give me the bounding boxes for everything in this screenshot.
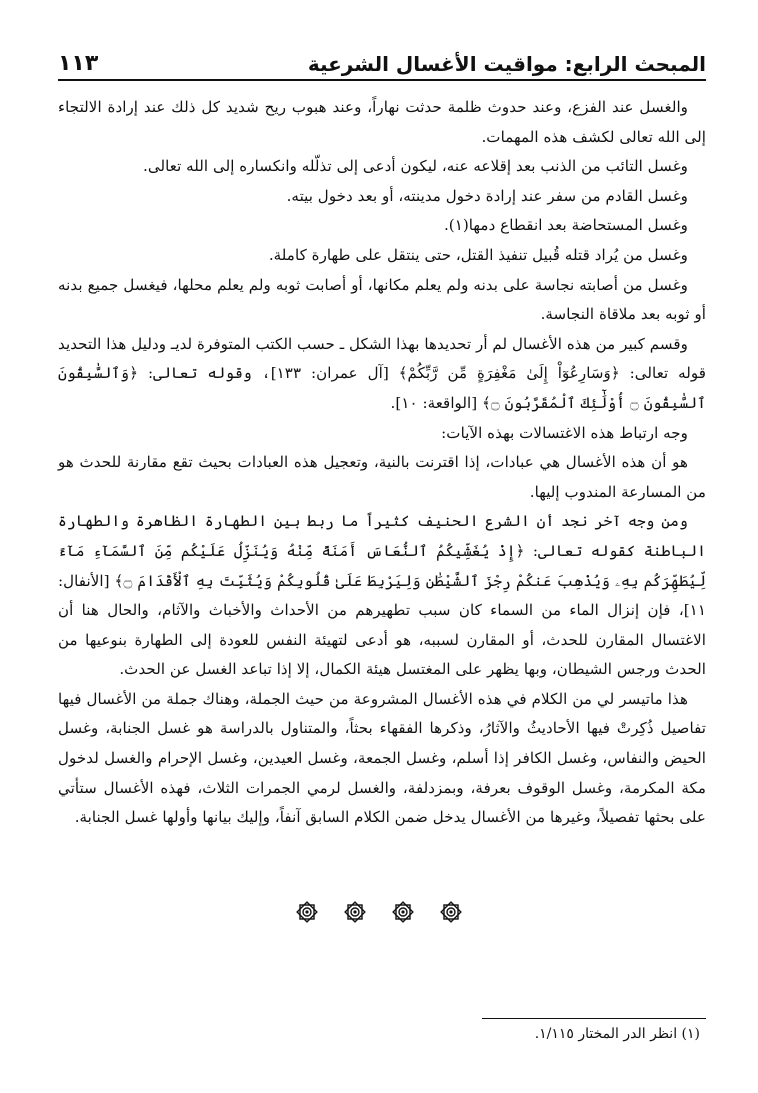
paragraph: وغسل المستحاضة بعد انقطاع دمها(١). [443,216,688,235]
paragraph: وغسل من يُراد قتله قُبيل تنفيذ القتل، حتى ينتقل على طهارة كاملة. [268,245,688,264]
paragraph: وغسل التائب من الذنب بعد إقلاعه عنه، ليكون أدعى إلى تذلّله وانكساره إلى الله تعالى. [143,157,688,176]
ornament-icon [439,900,463,924]
section-end-ornaments [0,900,758,924]
paragraph: وغسل القادم من سفر عند إرادة دخول مدينته، أو بعد دخول بيته. [286,186,688,205]
ornament-icon [343,900,367,924]
paragraph: هذا ماتيسر لي من الكلام في هذه الأغسال المشروعة من حيث الجملة، وهناك جملة من الأغسال فيها تفاصيل ذُكِرتْ فيها الأحاديثُ والآثارُ، وذكرها الفقهاء بحثاً، والمتناول بالدراسة هو غسل الجنابة، وغسل الحيض والنفاس، وغسل الكافر إذا أسلم، وغسل الجمعة، وغسل العيدين، وغسل الإحرام والغسل لدخول مكة المكرمة، وغسل الوقوف بعرفة، وبمزدلفة، والغسل لرمي الجمرات الثلاث، فهذه الأغسال ستأتي على بحثها تفصيلاً، وغيرها من الأغسال يدخل ضمن الكلام السابق آنفاً، وإليك بيانها وأولها غسل الجنابة. [58,689,706,827]
page-number: ١١٣ [58,51,99,76]
paragraph: وقسم كبير من هذه الأغسال لم أر تحديدها بهذا الشكل ـ حسب الكتب المتوفرة لديـ ودليل هذا التحديد قوله تعالى: ﴿وَسَارِعُوٓاْ إِلَىٰ مَغْفِرَةٍ مِّن رَّبِّكُمْ﴾ [آل عمران: ١٣٣]، وقوله تعالى: ﴿وَٱلسَّٰبِقُونَ ٱلسَّٰبِقُونَ ۝ أُوْلَٰٓئِكَ ٱلْمُقَرَّبُونَ ۝﴾ [الواقعة: ١٠]. [58,334,706,412]
chapter-title: المبحث الرابع: مواقيت الأغسال الشرعية [307,52,706,76]
paragraph: والغسل عند الفزع، وعند حدوث ظلمة حدثت نهاراً، وعند هبوب ريح شديد كل ذلك عند إرادة الالتجاء إلى الله تعالى لكشف هذه المهمات. [58,98,706,146]
footnote: (١) انظر الدر المختار ١/١١٥. [534,1026,700,1042]
paragraph: وجه ارتباط هذه الاغتسالات بهذه الآيات: [441,423,688,442]
page-header [58,40,706,81]
paragraph: ومن وجه آخر نجد أن الشرع الحنيف كثيراً ما ربط بين الطهارة الظاهرة والطهارة الباطنة كقوله تعالى: ﴿إِذْ يُغَشِّيكُمُ ٱلنُّعَاسَ أَمَنَةً مِّنْهُ وَيُنَزِّلُ عَلَيْكُم مِّنَ ٱلسَّمَآءِ مَآءً لِّيُطَهِّرَكُم بِهِۦ وَيُذْهِبَ عَنكُمْ رِجْزَ ٱلشَّيْطَٰنِ وَلِيَرْبِطَ عَلَىٰ قُلُوبِكُمْ وَيُثَبِّتَ بِهِ ٱلْأَقْدَامَ ۝﴾ [الأنفال: ١١]، فإن إنزال الماء من السماء كان سبب تطهيرهم من الأحداث والأخباث والآثام، والحال هنا أن الاغتسال المقارن للحدث، أو المقارن لسببه، هو أدعى لتهيئة النفس للعودة إلى الطهارة بنوعيها من الحدث ورجس الشيطان، وبها يظهر على المغتسل هيئة الكمال، إلا إذا تباعد الغسل عن الحدث. [58,512,706,679]
paragraph: وغسل من أصابته نجاسة على بدنه ولم يعلم مكانها، أو أصابت ثوبه ولم يعلم محلها، فيغسل جميع بدنه أو ثوبه بعد ملاقاة النجاسة. [58,275,706,324]
ornament-icon [295,900,319,924]
paragraph: هو أن هذه الأغسال هي عبادات، إذا اقترنت بالنية، وتعجيل هذه العبادات بحيث تقع مقارنة للحدث هو من المسارعة المندوب إليها. [58,453,706,501]
ornament-icon [391,900,415,924]
body-text [58,93,706,833]
page [58,40,706,833]
footnote-separator [482,1018,706,1019]
